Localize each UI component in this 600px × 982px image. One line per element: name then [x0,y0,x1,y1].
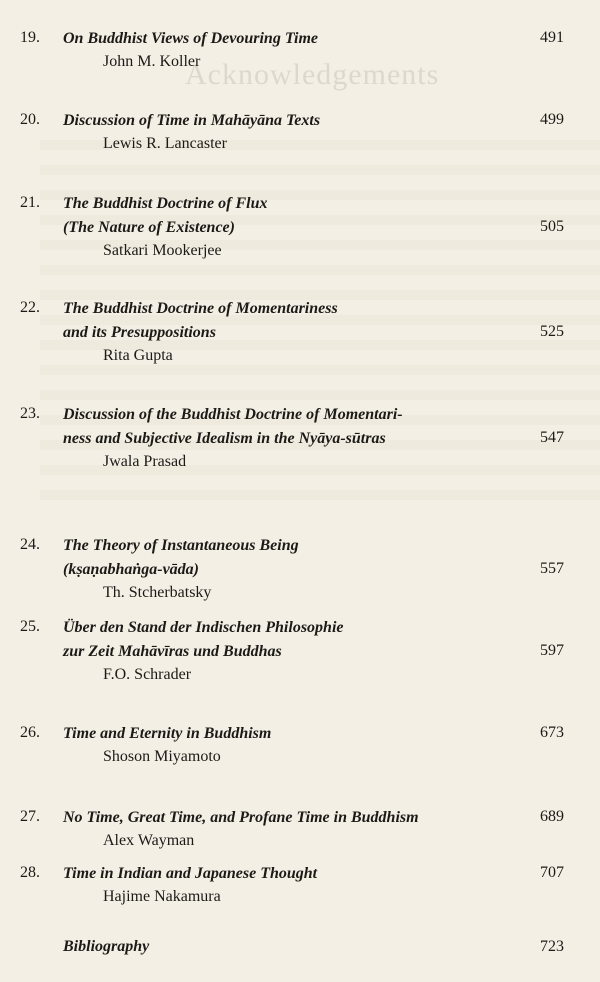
entry-title [63,192,523,240]
entry-author: Alex Wayman [103,832,195,849]
entry-title-line: zur Zeit Mahāvīras und Buddhas [63,643,282,660]
entry-title-line: Über den Stand der Indischen Philosophie [63,619,344,636]
entry-page-number: 597 [540,642,564,659]
entry-page-number: 491 [540,29,564,46]
entry-number: 23. [20,405,40,422]
entry-number: 20. [20,111,40,128]
entry-author: John M. Koller [103,53,201,70]
entry-title-line: On Buddhist Views of Devouring Time [63,30,318,47]
entry-title [63,297,523,345]
entry-title [63,722,523,746]
entry-title [63,616,523,664]
entry-page-number: 499 [540,111,564,128]
entry-page-number: 689 [540,808,564,825]
entry-title [63,109,523,133]
entry-page-number: 505 [540,218,564,235]
entry-page-number: 557 [540,560,564,577]
entry-number: 21. [20,194,40,211]
entry-number: 25. [20,618,40,635]
entry-author: Shoson Miyamoto [103,748,221,765]
entry-page-number: 525 [540,323,564,340]
entry-author: Satkari Mookerjee [103,242,222,259]
entry-title-line: No Time, Great Time, and Profane Time in Buddhism [63,809,419,826]
entry-page-number: 547 [540,429,564,446]
entry-number: 28. [20,864,40,881]
entry-title-line: The Theory of Instantaneous Being [63,537,299,554]
entry-author: Jwala Prasad [103,453,187,470]
entry-number: 27. [20,808,40,825]
entry-title-line: Discussion of Time in Mahāyāna Texts [63,112,321,129]
entry-title [63,27,523,51]
entry-title-line: ness and Subjective Idealism in the Nyāya-sūtras [63,430,386,447]
entry-author: Hajime Nakamura [103,888,221,905]
entry-title [63,534,523,582]
entry-author: Lewis R. Lancaster [103,135,227,152]
entry-title-line: Time and Eternity in Buddhism [63,725,272,742]
show-through-heading: Acknowledgements [185,58,440,91]
entry-author: Rita Gupta [103,347,173,364]
entry-author: F.O. Schrader [103,666,192,683]
bibliography-page: 723 [540,938,564,955]
entry-number: 19. [20,29,40,46]
entry-title-line: (The Nature of Existence) [63,219,235,236]
entry-author: Th. Stcherbatsky [103,584,212,601]
entry-title-line: and its Presuppositions [63,324,216,341]
entry-title-line: Time in Indian and Japanese Thought [63,865,318,882]
entry-title-line: The Buddhist Doctrine of Flux [63,195,268,212]
entry-page-number: 707 [540,864,564,881]
entry-title-line: The Buddhist Doctrine of Momentariness [63,300,338,317]
entry-title [63,806,523,830]
entry-title-line: (kṣaṇabhaṅga-vāda) [63,561,200,578]
entry-number: 26. [20,724,40,741]
entry-title-line: Discussion of the Buddhist Doctrine of Momentari- [63,406,403,423]
entry-title [63,862,523,886]
entry-number: 22. [20,299,40,316]
entry-page-number: 673 [540,724,564,741]
entry-title [63,403,523,451]
entry-number: 24. [20,536,40,553]
bibliography-label: Bibliography [63,938,150,955]
